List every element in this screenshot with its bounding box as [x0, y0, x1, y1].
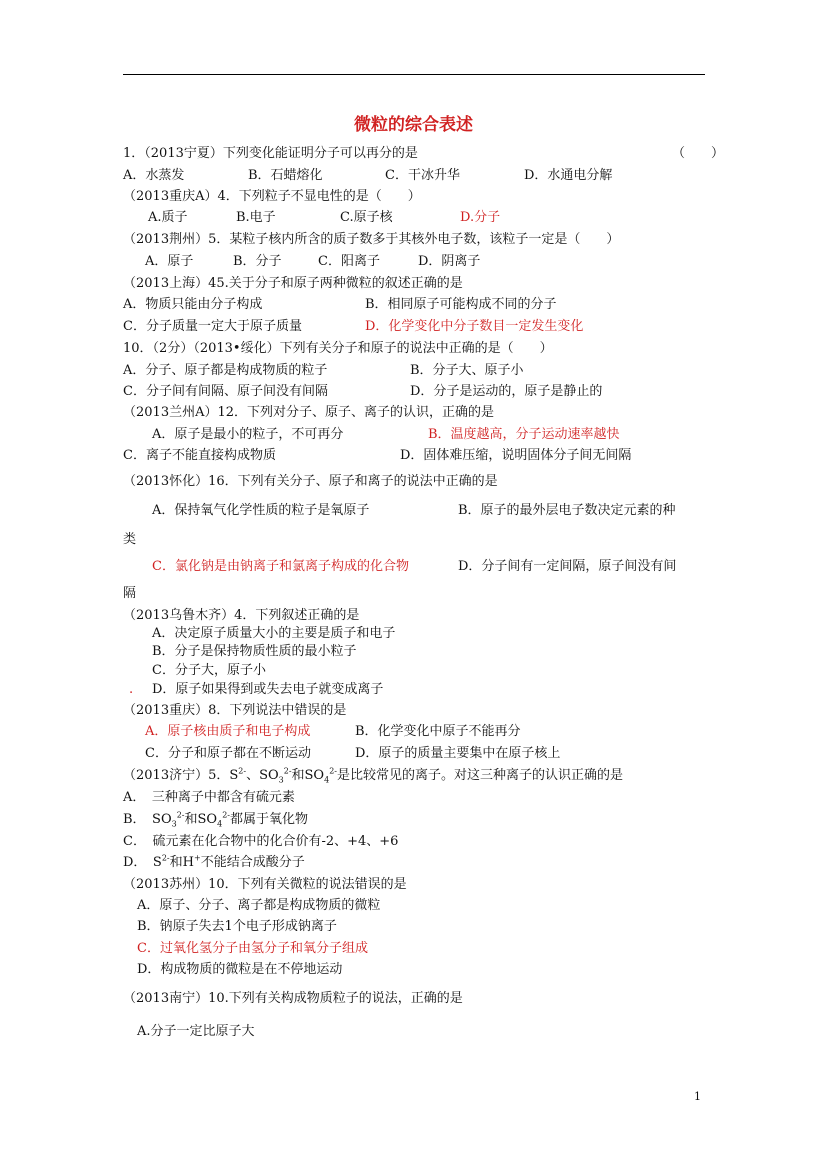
q1-stem: 1．（2013宁夏）下列变化能证明分子可以再分的是 [123, 146, 418, 161]
q11-option-c-answer: C．过氧化氢分子由氢分子和氧分子组成 [137, 941, 368, 956]
header-rule [123, 74, 705, 75]
q10-d-sup: 2- [161, 853, 170, 863]
q9-option-b: B．化学变化中原子不能再分 [355, 724, 521, 739]
q6-stem: （2013兰州A）12．下列对分子、原子、离子的认识，正确的是 [123, 405, 495, 420]
q10-option-a: A． 三种离子中都含有硫元素 [123, 790, 295, 805]
q5-option-d: D．分子是运动的，原子是静止的 [410, 384, 603, 399]
q10-d-part: 不能结合成酸分子 [200, 855, 305, 870]
q10-b-sup: 2- [222, 810, 230, 820]
q3-option-b: B．分子 [233, 254, 282, 269]
q1-option-a: A．水蒸发 [123, 168, 185, 183]
q3-option-c: C．阳离子 [318, 254, 380, 269]
q10-b-sub: 3 [171, 819, 177, 829]
q10-stem-sup: 2- [283, 766, 292, 776]
q7-option-c-answer: C．氯化钠是由钠离子和氯离子构成的化合物 [152, 559, 409, 574]
q10-d-part: D． S [123, 855, 162, 870]
q2-stem: （2013重庆A）4．下列粒子不显电性的是（ ） [123, 189, 421, 204]
q12-option-a: A.分子一定比原子大 [137, 1024, 255, 1039]
q8-option-a: A．决定原子质量大小的主要是质子和电子 [152, 626, 396, 641]
q10-stem-sup: 2- [329, 766, 337, 776]
q10-d-sup: + [193, 853, 201, 863]
q6-option-a: A．原子是最小的粒子，不可再分 [152, 427, 344, 442]
page-title: 微粒的综合表述 [354, 115, 473, 135]
q10-option-d [123, 855, 305, 871]
q7-option-b: B．原子的最外层电子数决定元素的种 [458, 503, 676, 518]
q10-option-b [123, 812, 308, 828]
q1-option-d: D．水通电分解 [524, 168, 613, 183]
q9-stem: （2013重庆）8．下列说法中错误的是 [123, 703, 347, 718]
q11-option-d: D．构成物质的微粒是在不停地运动 [137, 962, 343, 977]
q10-stem-part: 是比较常见的离子。对这三种离子的认识正确的是 [337, 768, 624, 783]
q5-option-a: A．分子、原子都是构成物质的粒子 [123, 363, 328, 378]
q10-b-part: B． SO [123, 812, 172, 827]
q10-stem-sup: 2- [238, 766, 247, 776]
q12-stem: （2013南宁）10.下列有关构成物质粒子的说法，正确的是 [123, 991, 463, 1006]
q2-option-c: C.原子核 [340, 210, 393, 225]
page-number: 1 [694, 1090, 701, 1103]
q6-option-c: C．离子不能直接构成物质 [123, 448, 276, 463]
q7-stem: （2013怀化）16．下列有关分子、原子和离子的说法中正确的是 [123, 474, 498, 489]
q8-option-c: C．分子大，原子小 [152, 663, 266, 678]
q10-b-sub: 4 [217, 819, 223, 829]
q10-d-part: 和H [169, 855, 194, 870]
q3-option-d: D．阴离子 [418, 254, 481, 269]
q7-option-d: D．分子间有一定间隔，原子间没有间 [458, 559, 677, 574]
q9-option-a-answer: A．原子核由质子和电子构成 [145, 724, 311, 739]
q4-option-d-answer: D．化学变化中分子数目一定发生变化 [365, 319, 584, 334]
q7-option-d-continued: 隔 [123, 586, 137, 601]
q2-option-a: A.质子 [148, 210, 188, 225]
q9-option-d: D．原子的质量主要集中在原子核上 [355, 746, 561, 761]
q6-option-d: D．固体难压缩，说明固体分子间无间隔 [400, 448, 632, 463]
q8-stem: （2013乌鲁木齐）4．下列叙述正确的是 [123, 608, 360, 623]
q2-option-d-answer: D.分子 [460, 210, 501, 225]
q7-option-b-continued: 类 [123, 532, 137, 547]
q8-option-b: B．分子是保持物质性质的最小粒子 [152, 644, 357, 659]
q10-stem-part: 、SO [246, 768, 279, 783]
q4-option-c: C．分子质量一定大于原子质量 [123, 319, 302, 334]
q7-option-a: A．保持氧气化学性质的粒子是氧原子 [152, 503, 370, 518]
q5-option-c: C．分子间有间隔、原子间没有间隔 [123, 384, 328, 399]
q6-option-b-answer: B．温度越高，分子运动速率越快 [428, 427, 620, 442]
q10-option-c: C． 硫元素在化合物中的化合价有-2、+4、+6 [123, 834, 399, 849]
q1-option-c: C．干冰升华 [385, 168, 460, 183]
q10-stem-part: 和SO [291, 768, 325, 783]
q10-stem [123, 768, 623, 784]
q11-option-a: A．原子、分子、离子都是构成物质的微粒 [137, 898, 381, 913]
q4-option-a: A．物质只能由分子构成 [123, 297, 263, 312]
q10-stem-part: （2013济宁）5．S [123, 768, 239, 783]
q8-option-d: D．原子如果得到或失去电子就变成离子 [152, 682, 384, 697]
q10-stem-sub: 3 [278, 775, 284, 785]
q8-answer-mark: . [129, 682, 134, 697]
q2-option-b: B.电子 [236, 210, 276, 225]
q1-option-b: B．石蜡熔化 [248, 168, 323, 183]
q3-stem: （2013荆州）5．某粒子核内所含的质子数多于其核外电子数，该粒子一定是（ ） [123, 232, 620, 247]
q4-option-b: B．相同原子可能构成不同的分子 [365, 297, 557, 312]
q11-stem: （2013苏州）10．下列有关微粒的说法错误的是 [123, 877, 407, 892]
q11-option-b: B．钠原子失去1个电子形成钠离子 [137, 919, 337, 934]
q10-b-part: 和SO [184, 812, 218, 827]
q1-bracket: （ ） [672, 146, 725, 161]
q4-stem: （2013上海）45.关于分子和原子两种微粒的叙述正确的是 [123, 276, 463, 291]
q5-option-b: B．分子大、原子小 [410, 363, 524, 378]
q10-b-sup: 2- [176, 810, 185, 820]
q10-stem-sub: 4 [324, 775, 330, 785]
q5-stem: 10．（2分）（2013•绥化）下列有关分子和原子的说法中正确的是（ ） [123, 341, 553, 356]
q9-option-c: C．分子和原子都在不断运动 [145, 746, 311, 761]
q10-b-part: 都属于氧化物 [229, 812, 308, 827]
q3-option-a: A．原子 [145, 254, 194, 269]
